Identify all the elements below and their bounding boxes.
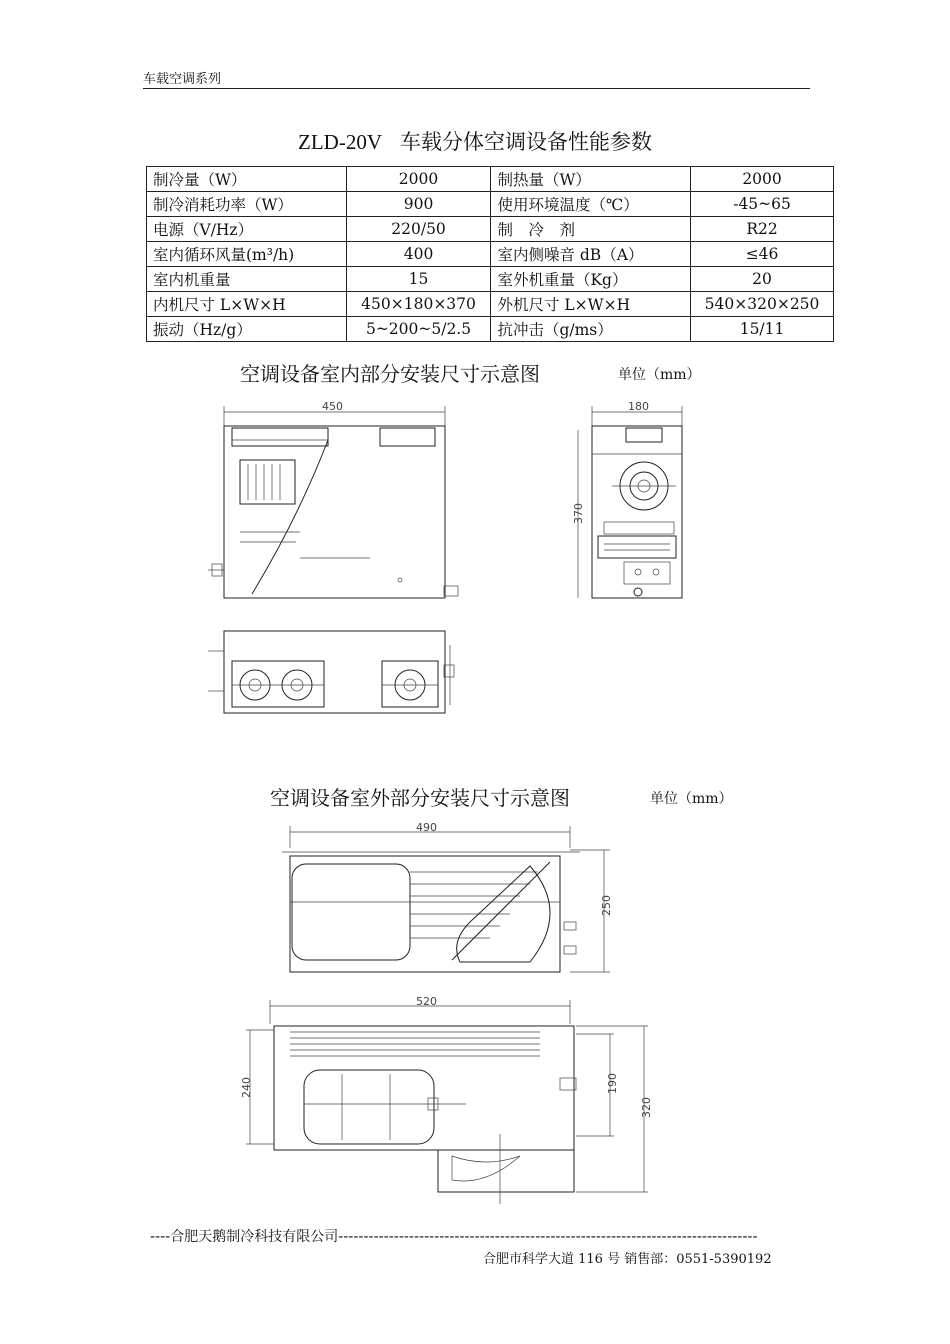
- dim-height-side-label: 250: [600, 895, 613, 916]
- spec-value: 540×320×250: [691, 292, 834, 317]
- dim-depth-left-label: 240: [240, 1077, 253, 1098]
- table-row: [147, 242, 834, 267]
- header-series: 车载空调系列: [143, 72, 222, 87]
- spec-label: 制热量（W）: [491, 167, 691, 192]
- dim-height-label: 370: [572, 503, 585, 524]
- indoor-front-view-drawing: [200, 398, 470, 608]
- spec-label: 内机尺寸 L×W×H: [147, 292, 347, 317]
- spec-value: R22: [691, 217, 834, 242]
- table-row: [147, 167, 834, 192]
- indoor-unit-label: 单位（mm）: [618, 367, 701, 383]
- indoor-section-title: 空调设备室内部分安装尺寸示意图: [240, 362, 540, 386]
- indoor-plan-view-drawing: [200, 625, 470, 717]
- spec-value: 15/11: [691, 317, 834, 342]
- spec-label: 制 冷 剂: [491, 217, 691, 242]
- spec-value: -45~65: [691, 192, 834, 217]
- spec-label: 抗冲击（g/ms）: [491, 317, 691, 342]
- outdoor-plan-view-drawing: [230, 994, 660, 1214]
- outdoor-section-title: 空调设备室外部分安装尺寸示意图: [270, 786, 570, 810]
- spec-value: 2000: [346, 167, 491, 192]
- spec-value: 20: [691, 267, 834, 292]
- spec-value: 450×180×370: [346, 292, 491, 317]
- dim-length-top-label: 490: [416, 821, 437, 834]
- dim-length-label: 450: [322, 400, 343, 413]
- footer-address: 合肥市科学大道 116 号 销售部：0551-5390192: [483, 1252, 772, 1267]
- document-title: [0, 126, 950, 156]
- spec-label: 室内侧噪音 dB（A）: [491, 242, 691, 267]
- spec-value: 15: [346, 267, 491, 292]
- spec-table: [146, 166, 834, 342]
- spec-value: ≤46: [691, 242, 834, 267]
- spec-label: 使用环境温度（℃）: [491, 192, 691, 217]
- footer-company: ----合肥天鹅制冷科技有限公司-----------------------------------------------------------------------------------: [150, 1229, 758, 1245]
- spec-label: 制冷消耗功率（W）: [147, 192, 347, 217]
- dim-length-plan-label: 520: [416, 995, 437, 1008]
- spec-label: 室外机重量（Kg）: [491, 267, 691, 292]
- spec-value: 900: [346, 192, 491, 217]
- spec-label: 电源（V/Hz）: [147, 217, 347, 242]
- spec-label: 振动（Hz/g）: [147, 317, 347, 342]
- table-row: [147, 317, 834, 342]
- dim-mount-spacing-label: 190: [606, 1073, 619, 1094]
- outdoor-unit-label: 单位（mm）: [650, 791, 733, 807]
- spec-label: 室内机重量: [147, 267, 347, 292]
- table-row: [147, 292, 834, 317]
- spec-value: 220/50: [346, 217, 491, 242]
- model-number: ZLD-20V: [298, 130, 382, 154]
- spec-label: 室内循环风量(m³/h): [147, 242, 347, 267]
- spec-label: 外机尺寸 L×W×H: [491, 292, 691, 317]
- dim-depth-right-label: 320: [640, 1097, 653, 1118]
- spec-label: 制冷量（W）: [147, 167, 347, 192]
- table-row: [147, 217, 834, 242]
- title-text: 车载分体空调设备性能参数: [399, 130, 652, 154]
- table-row: [147, 192, 834, 217]
- header-rule: [143, 88, 810, 89]
- dim-width-label: 180: [628, 400, 649, 413]
- indoor-side-view-drawing: [568, 398, 698, 608]
- table-row: [147, 267, 834, 292]
- outdoor-front-view-drawing: [270, 822, 630, 982]
- spec-value: 400: [346, 242, 491, 267]
- spec-value: 5~200~5/2.5: [346, 317, 491, 342]
- spec-value: 2000: [691, 167, 834, 192]
